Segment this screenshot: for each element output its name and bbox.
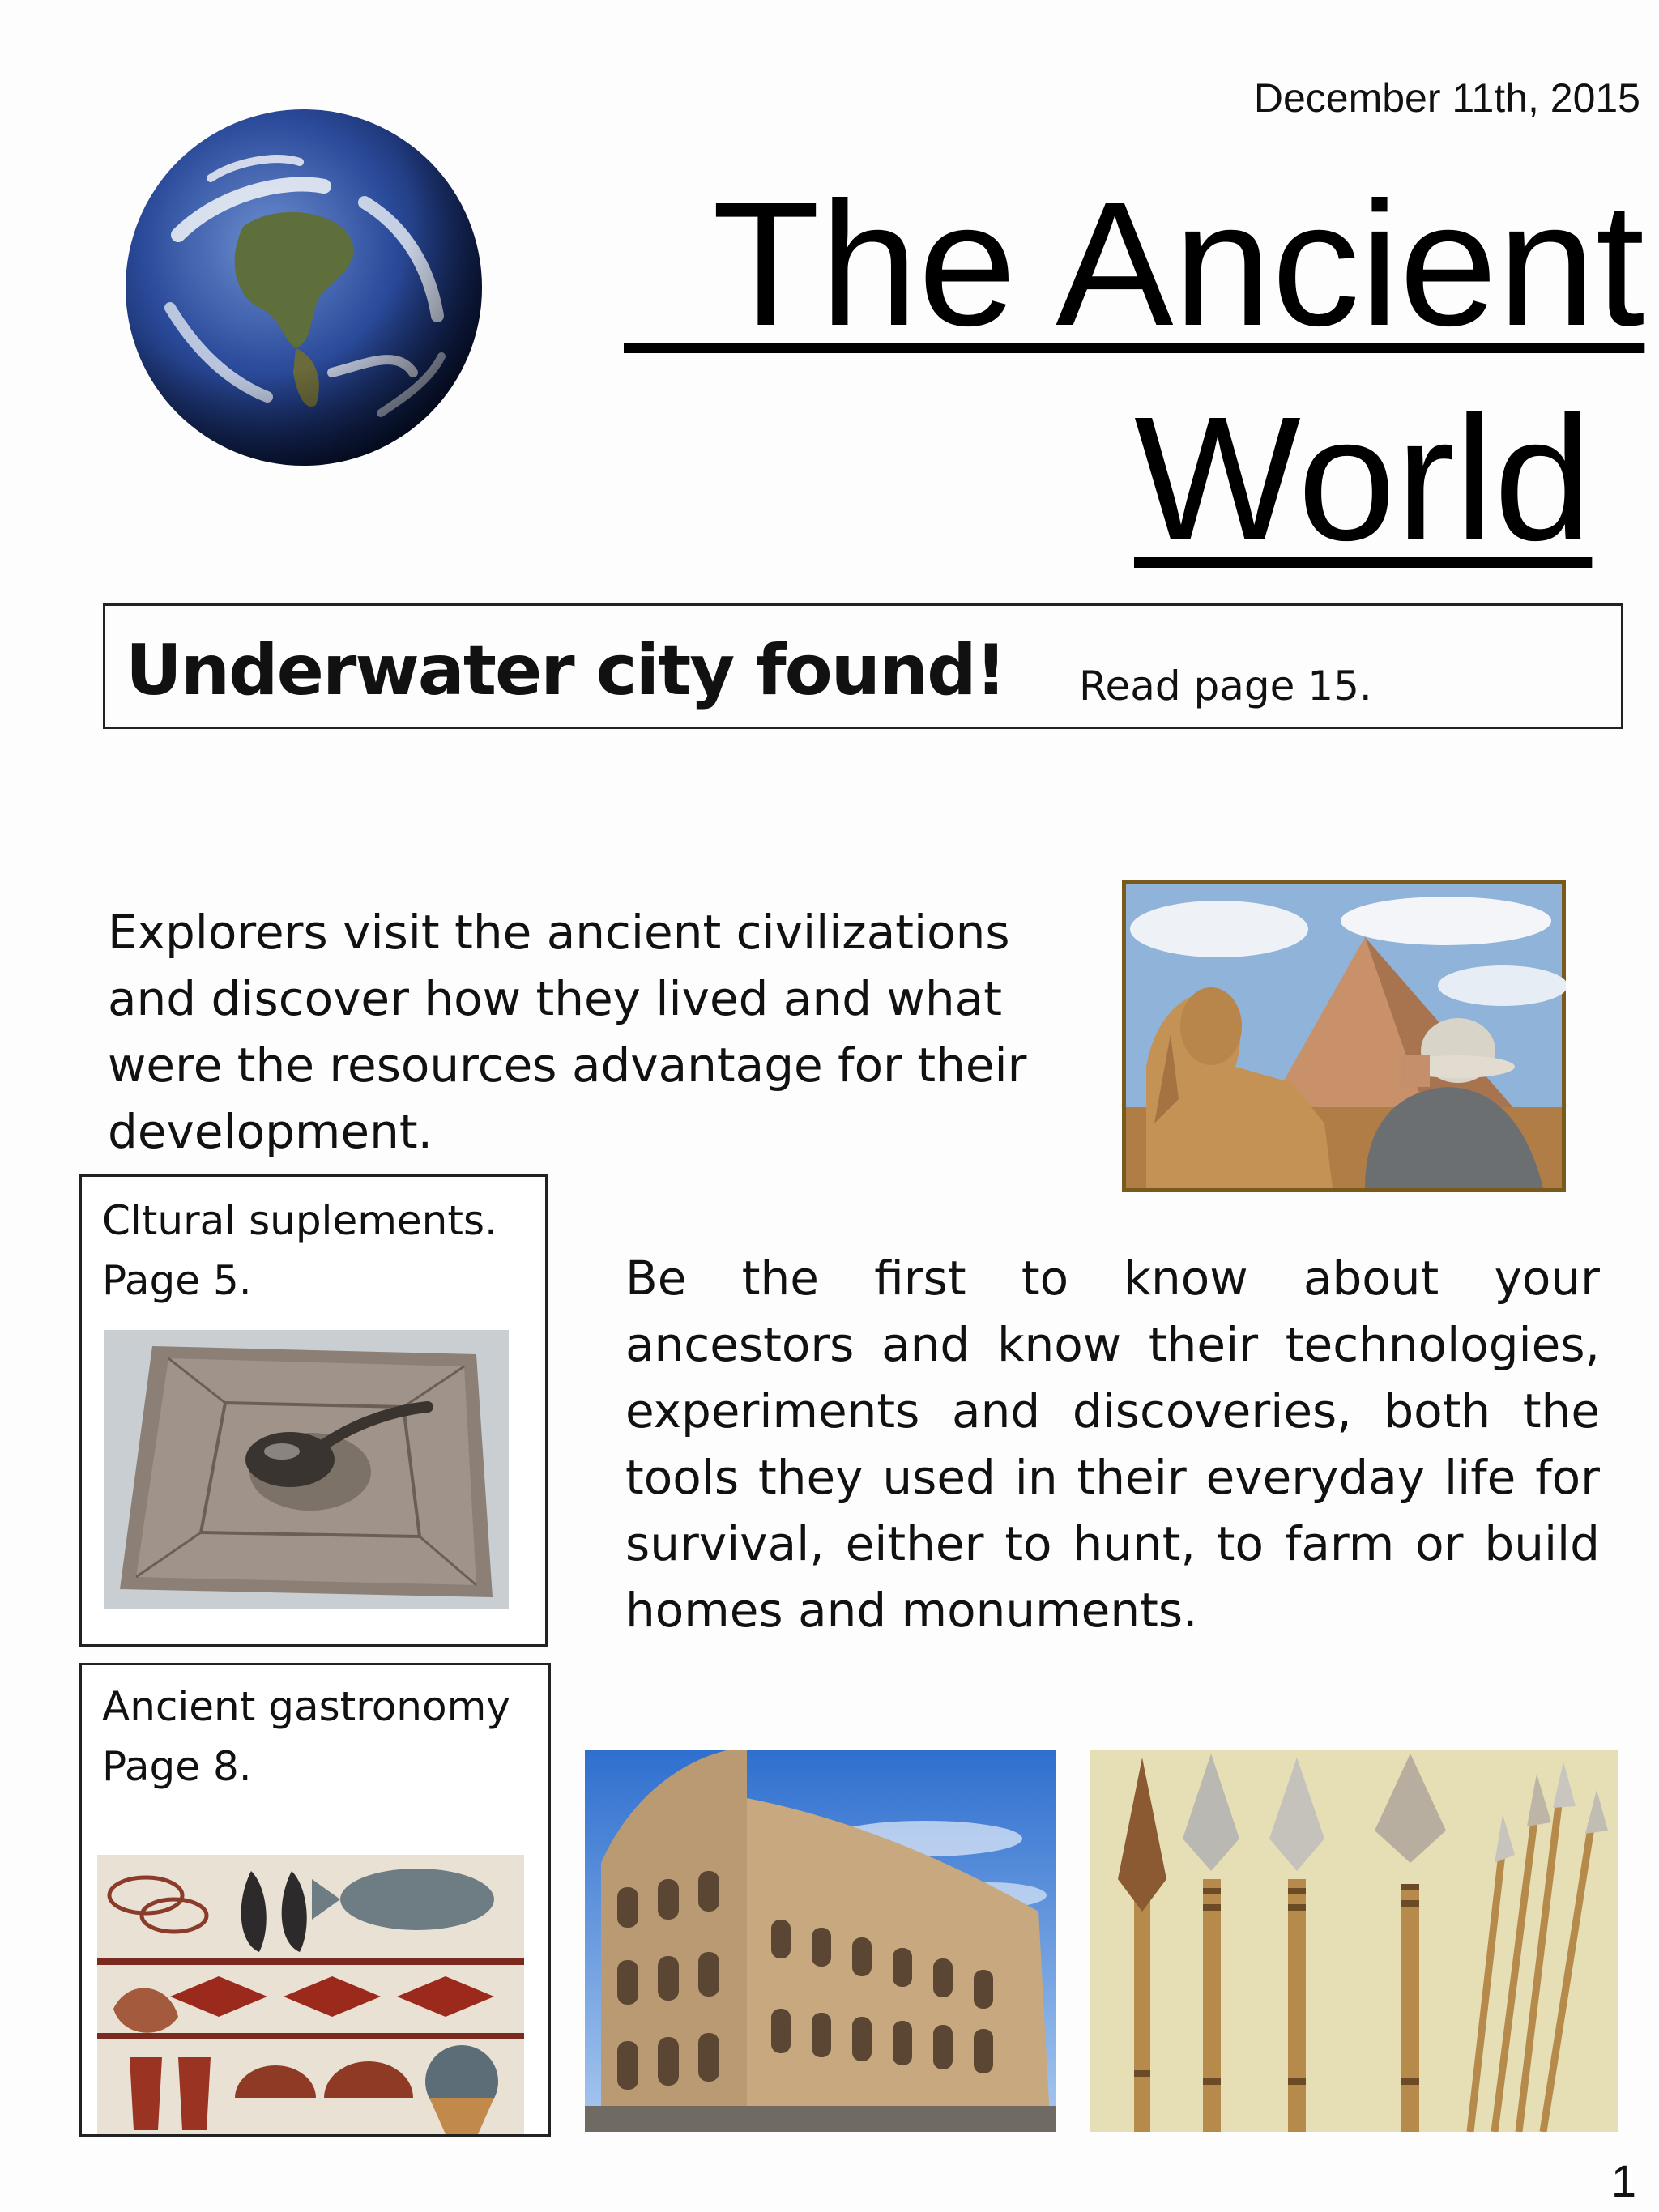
page-number: 1 (1610, 2155, 1636, 2206)
title-line1-text: The Ancient (712, 166, 1645, 363)
title-underline-lead (624, 166, 712, 363)
egyptian-food-painting-image (97, 1855, 524, 2134)
body-paragraph: Be the first to know about your ancestors and know their technologies, experiments and discoveries, both the tools they used in their everyday life for survival, either to hunt, to farm or build homes and monuments. (625, 1251, 1600, 1638)
spearheads-image (1090, 1750, 1618, 2132)
headline: Underwater city found! (126, 630, 1005, 711)
cultural-supplements-text (102, 1191, 497, 1311)
intro-paragraph: Explorers visit the ancient civilizations and discover how they lived and what were the resources advantage for their development. (108, 905, 1027, 1159)
earth-globe-image (122, 105, 486, 470)
cultural-supplements-page: Page 5. (102, 1257, 252, 1304)
newspaper-title-line2: World (1134, 381, 1593, 578)
issue-date: December 11th, 2015 (1253, 75, 1640, 121)
newspaper-title-line1 (624, 166, 1645, 363)
cultural-supplements-title: Cltural suplements. (102, 1197, 497, 1244)
ancient-gastronomy-title: Ancient gastronomy (102, 1683, 510, 1730)
colosseum-image (585, 1750, 1056, 2132)
chinese-compass-image (104, 1330, 509, 1609)
sphinx-pyramid-image (1122, 880, 1566, 1192)
ancient-gastronomy-page: Page 8. (102, 1743, 252, 1790)
ancient-gastronomy-text (102, 1677, 510, 1796)
read-more-link[interactable]: Read page 15. (1079, 663, 1372, 710)
